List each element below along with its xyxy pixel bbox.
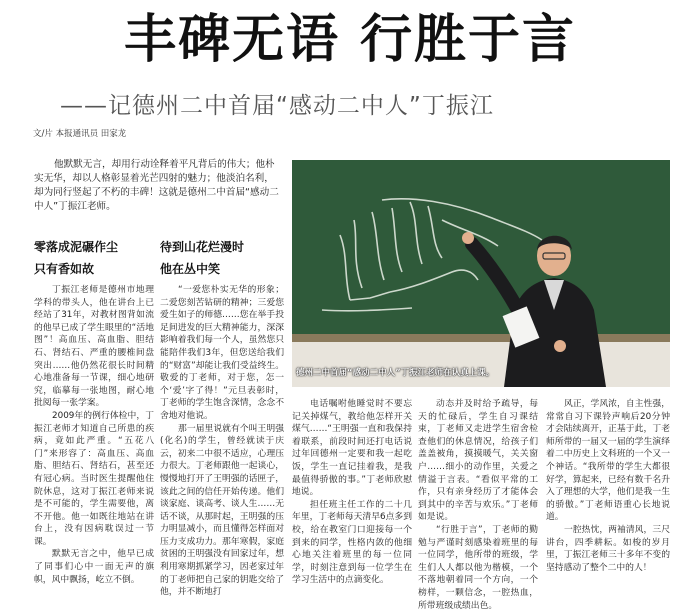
column-2 xyxy=(160,284,284,598)
col1-paragraph: 丁振江老师是德州市地理学科的带头人，他在讲台上已经站了31年，对教材图背如流的他早已成了学生眼里的“活地图”！高血压、高血脂、胆结石、肾结石、严重的腰椎间盘突出……他仍然花很长时间精心地准备每一节课，细心地研究，临摹每一张地图，耐心地批阅每一张学案。 xyxy=(34,285,154,409)
column-5 xyxy=(546,398,670,573)
col4-paragraph: 动态并及时给予疏导，每天的忙碌后，学生自习课结束，丁老师又走进学生宿舍检查他们的休息情况，给孩子们盖盖被角，摸摸暖气，关关窗户……细小的动作里，关爱之情溢于言表。“看似平常的工作，只有亲身经历了才能体会到其中的辛苦与欢乐。”丁老师如是说。 xyxy=(418,399,538,523)
col4-paragraph: “行胜于言”，丁老师的勤勉与严谨时刻感染着班里的每一位同学，他所带的班级，学生们人人都以他为楷模，一个不落地朝着同一个方向，一个榜样，一颗信念，一腔热血，所带班级成绩出色。 xyxy=(418,524,538,611)
col5-paragraph: 一腔热忱，两袖清风，三尺讲台，四季耕耘。如梭的岁月里，丁振江老师三十多年不变的坚持感动了整个二中的人！ xyxy=(546,524,670,573)
col1-paragraph: 2009年的例行体检中，丁振江老师才知道自己所患的疾病，竟如此严重。“五花八门”来形容了：高血压、高血脂、胆结石、肾结石，甚至还有冠心病。当时医生提醒他住院休息，这对丁振江老师来说是不可能的，学生需要他，离不开他。他一如既往地站在讲台上，没有因病耽误过一节课。 xyxy=(34,410,154,547)
section1-heading-line1: 零落成泥碾作尘 xyxy=(34,240,119,254)
col2-paragraph: “一爱您朴实无华的形象；二爱您刻苦钻研的精神；三爱您爱生如子的师德……您在举手投足间进发的巨大精神能力，深深影响着我们每一个人，虽然您只能陪伴我们3年，但您送给我们的“财富”却能让我们受益终生。敬爱的丁老师，对于您，怎一个‘爱’字了得！”元旦表彰时，丁老师的学生饱含深情，念念不舍地对他说。 xyxy=(160,285,284,421)
col3-paragraph: 电话嘱咐他睡觉时不要忘记关掉煤气，教给他怎样开关煤气……“王明强一直和我保持着联系，前段时间还打电话说过年回德州一定要和我一起吃饭，学生一直记挂着我，是我最值得骄傲的事。”丁老师欣慰地说。 xyxy=(292,399,412,498)
section2-heading-line1: 待到山花烂漫时 xyxy=(160,240,245,254)
article-subtitle: ——记德州二中首届“感动二中人”丁振江 xyxy=(60,93,494,119)
col3-paragraph: 担任班主任工作的二十几年里，丁老师每天清早6点多到校，给在教室门口迎接每一个到来的同学，性格内敛的他细心地关注着班里的每一位同学，时刻注意到每一位学生在学习生活中的点滴变化。 xyxy=(292,499,412,586)
col2-paragraph: 那一届里说就有个叫王明强(化名)的学生，曾经就读于庆云，初来二中很不适应，心理压力很大。丁老师跟他一起谈心，慢慢地打开了王明强的话匣子，该此之间的信任开始传递。他们谈家庭、谈高考、谈人生……无话不谈，从那时起，王明强的压力明显减小，而且懂得怎样面对压力支成功力。那年寒假，家庭贫困的王明强没有回家过年，想利用寒期抓紧学习，因老家过年的丁老师把自己家的钥匙交给了他，并不断地打 xyxy=(160,423,284,598)
article-title: 丰碑无语 行胜于言 xyxy=(123,9,577,70)
section1-heading-line2: 只有香如故 xyxy=(34,262,95,276)
byline: 文/片 本报通讯员 田家龙 xyxy=(33,129,127,139)
col5-paragraph: 风正，学风浓，自主性强，常常自习下课铃声响后20分钟才会陆续离开，正基于此，丁老师所带的一届又一届的学生演绎着二中历史上文科班的一个又一个神话。“我所带的学生大都很好学，算起来，已经有数千名升入了理想的大学，他们是我一生的骄傲。”丁老师语重心长地说道。 xyxy=(546,399,670,523)
section2-heading-line2: 他在丛中笑 xyxy=(160,262,221,276)
teacher-photo xyxy=(292,160,670,387)
photo-illustration xyxy=(292,160,670,387)
column-1 xyxy=(34,284,154,585)
photo-caption: 德州二中首届“感动二中人”丁振江老师在认真上课。 xyxy=(296,368,495,378)
lede-paragraph: 他默默无言，却用行动诠释着平凡背后的伟大；他朴实无华，却以人格彰显着光芒四射的魅力；他淡泊名利，却为同行竖起了不朽的丰碑！这就是德州二中首届“感动二中人”丁振江老师。 xyxy=(34,159,279,212)
column-4 xyxy=(418,398,538,611)
column-3 xyxy=(292,398,412,586)
col1-paragraph: 默默无言之中，他早已成了同事们心中一面无声的旗帜，风中飘扬，屹立不倒。 xyxy=(34,549,154,585)
